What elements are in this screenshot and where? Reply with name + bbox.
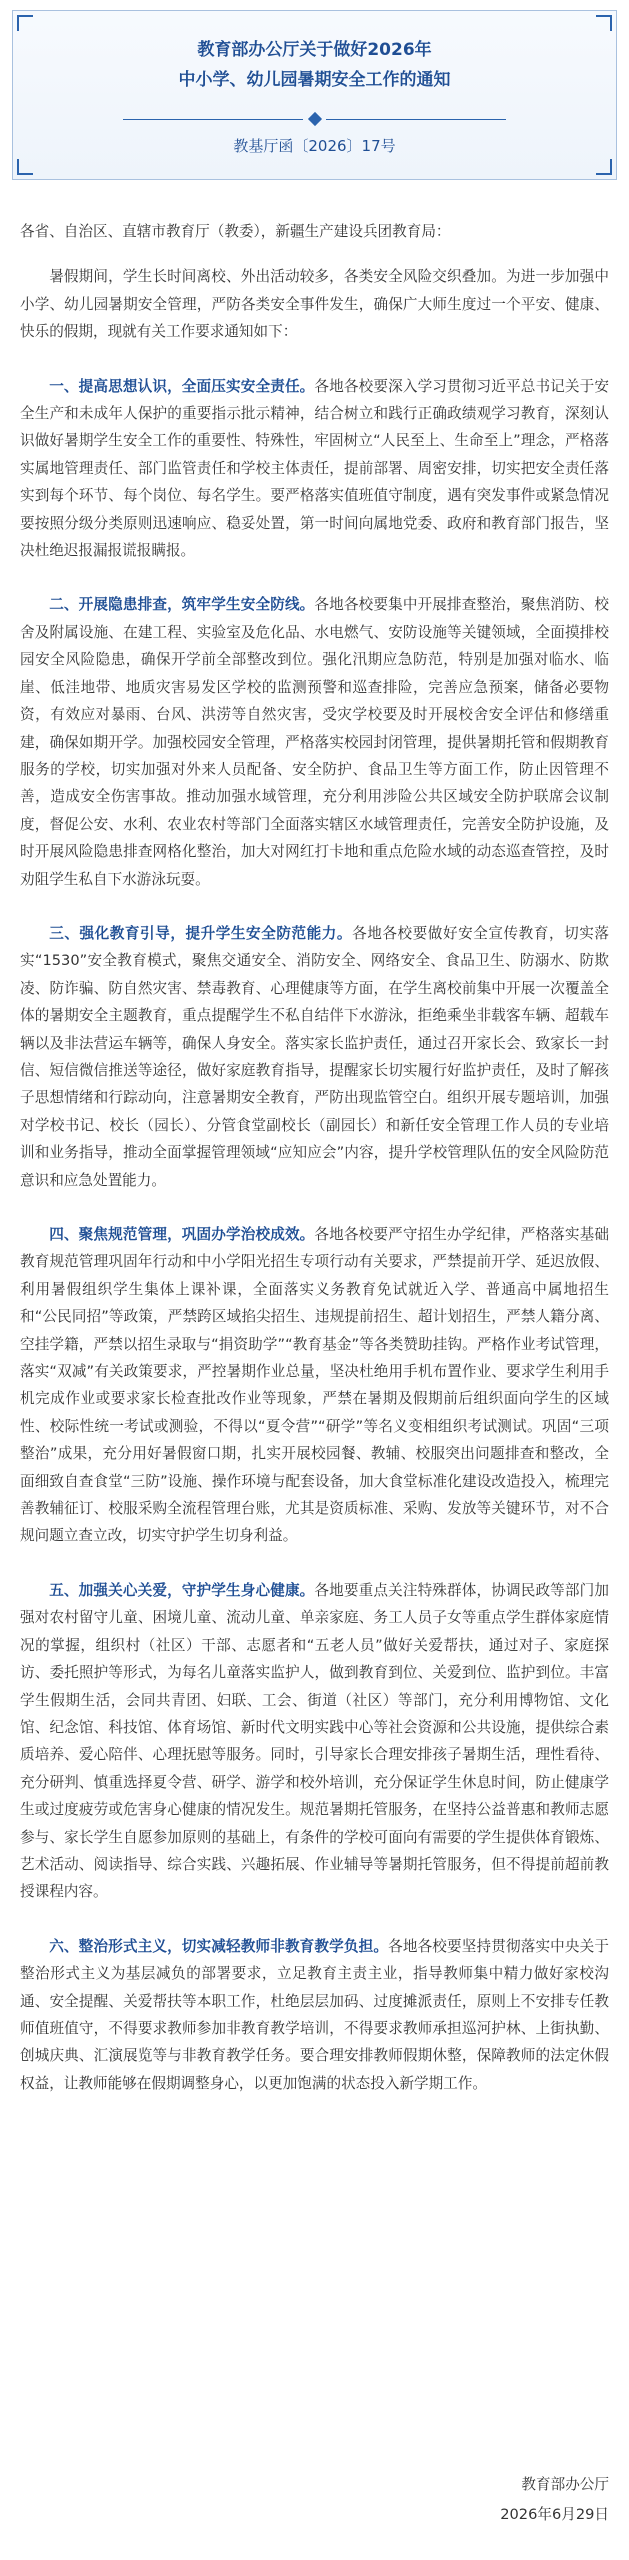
document-number: 教基厅函〔2026〕17号 — [233, 137, 396, 155]
section-heading: 一、提高思想认识，全面压实安全责任。 — [49, 377, 315, 395]
section-heading: 五、加强关心关爱，守护学生身心健康。 — [49, 1581, 315, 1599]
section-heading: 三、强化教育引导，提升学生安全防范能力。 — [49, 924, 353, 942]
section-text: 各地各校要深入学习贯彻习近平总书记关于安全生产和未成年人保护的重要指示批示精神，结合树立和践行正确政绩观学习教育，深刻认识做好暑期学生安全工作的重要性、特殊性，牢固树立“人民至上、生命至上”理念，严格落实属地管理责任、部门监管责任和学校主体责任，提前部署、周密安排，切实把安全责任落实到每个环节、每个岗位、每名学生。要严格落实值班值守制度，遇有突发事件或紧急情况要按照分级分类原则迅速响应、稳妥处置，第一时间向属地党委、政府和教育部门报告，坚决杜绝迟报漏报谎报瞒报。 — [20, 377, 609, 560]
notice-title — [13, 35, 616, 95]
issuing-office: 教育部办公厅 — [521, 2476, 609, 2493]
intro-paragraph: 暑假期间，学生长时间离校、外出活动较多，各类安全风险交织叠加。为进一步加强中小学、幼儿园暑期安全管理，严防各类安全事件发生，确保广大师生度过一个平安、健康、快乐的假期，现就有关工作要求通知如下： — [20, 268, 609, 341]
notice-header — [12, 10, 617, 180]
corner-ornament — [17, 159, 33, 175]
notice-body — [20, 218, 609, 2097]
section-paragraph — [20, 1933, 609, 2097]
issue-date: 2026年6月29日 — [500, 2506, 609, 2523]
signature-block — [309, 2470, 609, 2530]
corner-ornament — [17, 15, 33, 31]
section-paragraph — [20, 1577, 609, 1906]
section-heading: 四、聚焦规范管理，巩固办学治校成效。 — [49, 1226, 315, 1243]
divider-line — [326, 119, 506, 120]
section-text: 各地各校要做好安全宣传教育，切实落实“1530”安全教育模式，聚焦交通安全、消防安全、网络安全、食品卫生、防溺水、防欺凌、防诈骗、防自然灾害、禁毒教育、心理健康等方面，在学生离校前集中开展一次覆盖全体的暑期安全主题教育，重点提醒学生不私自结伴下水游泳，拒绝乘坐非载客车辆、超载车辆以及非法营运车辆等，确保人身安全。落实家长监护责任，通过召开家长会、致家长一封信、短信微信推送等途径，做好家庭教育指导，提醒家长切实履行好监护责任，及时了解孩子思想情绪和行踪动向，注意暑期安全教育，严防出现监管空白。组织开展专题培训，加强对学校书记、校长（园长）、分管食堂副校长（副园长）和新任安全管理工作人员的专业培训和业务指导，推动全面掌握管理领域“应知应会”内容，提升学校管理队伍的安全风险防范意识和应急处置能力。 — [20, 924, 609, 1189]
notice-title-line1: 教育部办公厅关于做好2026年 — [197, 40, 432, 60]
section-paragraph — [20, 920, 609, 1194]
divider-line — [123, 119, 303, 120]
section-text: 各地各校要集中开展排查整治，聚焦消防、校舍及附属设施、在建工程、实验室及危化品、水电燃气、安防设施等关键领域，全面摸排校园安全风险隐患，确保开学前全部整改到位。强化汛期应急防范，特别是加强对临水、临崖、低洼地带、地质灾害易发区学校的监测预警和巡查排险，完善应急预案，储备必要物资，有效应对暴雨、台风、洪涝等自然灾害，受灾学校要及时开展校舍安全评估和修缮重建，确保如期开学。加强校园安全管理，严格落实校园封闭管理，提供暑期托管和假期教育服务的学校，切实加强对外来人员配备、安全防护、食品卫生等方面工作，防止因管理不善，造成安全伤害事故。推动加强水域管理，充分利用涉险公共区域安全防护联席会议制度，督促公安、水利、农业农村等部门全面落实辖区水域管理责任，完善安全防护设施，及时开展风险隐患排查网格化整治，加大对网红打卡地和重点危险水域的动态巡查管控，及时劝阻学生私自下水游泳玩耍。 — [20, 596, 609, 888]
corner-ornament — [596, 159, 612, 175]
diamond-icon — [307, 112, 321, 126]
corner-ornament — [596, 15, 612, 31]
section-text: 各地各校要坚持贯彻落实中央关于整治形式主义为基层减负的部署要求，立足教育主责主业，指导教师集中精力做好家校沟通、安全提醒、关爱帮扶等本职工作，杜绝层层加码、过度摊派责任，原则上不安排专任教师值班值守，不得要求教师参加非教育教学培训，不得要求教师承担巡河护林、上街执勤、创城庆典、汇演展览等与非教育教学任务。要合理安排教师假期休整，保障教师的法定休假权益，让教师能够在假期调整身心，以更加饱满的状态投入新学期工作。 — [20, 1937, 609, 2092]
section-paragraph — [20, 373, 609, 565]
section-heading: 六、整治形式主义，切实减轻教师非教育教学负担。 — [49, 1937, 389, 1955]
section-text: 各地要重点关注特殊群体，协调民政等部门加强对农村留守儿童、困境儿童、流动儿童、单亲家庭、务工人员子女等重点学生群体家庭情况的掌握，组织村（社区）干部、志愿者和“五老人员”做好关爱帮扶，通过对子、家庭探访、委托照护等形式，为每名儿童落实监护人，做到教育到位、关爱到位、监护到位。丰富学生假期生活，会同共青团、妇联、工会、街道（社区）等部门，充分利用博物馆、文化馆、纪念馆、科技馆、体育场馆、新时代文明实践中心等社会资源和公共设施，提供综合素质培养、爱心陪伴、心理抚慰等服务。同时，引导家长合理安排孩子暑期生活，理性看待、充分研判、慎重选择夏令营、研学、游学和校外培训，充分保证学生休息时间，防止健康学生或过度疲劳或危害身心健康的情况发生。规范暑期托管服务，在坚持公益普惠和教师志愿参与、家长学生自愿参加原则的基础上，有条件的学校可面向有需要的学生提供体育锻炼、艺术活动、阅读指导、综合实践、兴趣拓展、作业辅导等暑期托管服务，但不得提前超前教授课程内容。 — [20, 1581, 609, 1901]
section-paragraph — [20, 591, 609, 892]
notice-title-line2: 中小学、幼儿园暑期安全工作的通知 — [178, 70, 451, 90]
header-divider — [123, 111, 506, 129]
section-heading: 二、开展隐患排查，筑牢学生安全防线。 — [49, 596, 315, 614]
section-text: 各地各校要严守招生办学纪律，严格落实基础教育规范管理巩固年行动和中小学阳光招生专项行动有关要求，严禁提前开学、延迟放假、利用暑假组织学生集体上课补课，全面落实义务教育免试就近入学、普通高中属地招生和“公民同招”等政策，严禁跨区域掐尖招生、违规提前招生、超计划招生，严禁人籍分离、空挂学籍，严禁以招生录取与“捐资助学”“教育基金”等各类赞助挂钩。严格作业考试管理，落实“双减”有关政策要求，严控暑期作业总量，坚决杜绝用手机布置作业、要求学生利用手机完成作业或要求家长检查批改作业等现象，严禁在暑期及假期前后组织面向学生的区域性、校际性统一考试或测验，不得以“夏令营”“研学”等名义变相组织考试测试。巩固“三项整治”成果，充分用好暑假窗口期，扎实开展校园餐、教辅、校服突出问题排查和整改，全面细致自查食堂“三防”设施、操作环境与配套设备，加大食堂标准化建设改造投入，梳理完善教辅征订、校服采购全流程管理台账，尤其是资质标准、采购、发放等关键环节，对不合规问题立查立改，切实守护学生切身利益。 — [20, 1226, 609, 1545]
salutation: 各省、自治区、直辖市教育厅（教委），新疆生产建设兵团教育局： — [20, 223, 451, 240]
section-paragraph — [20, 1221, 609, 1550]
